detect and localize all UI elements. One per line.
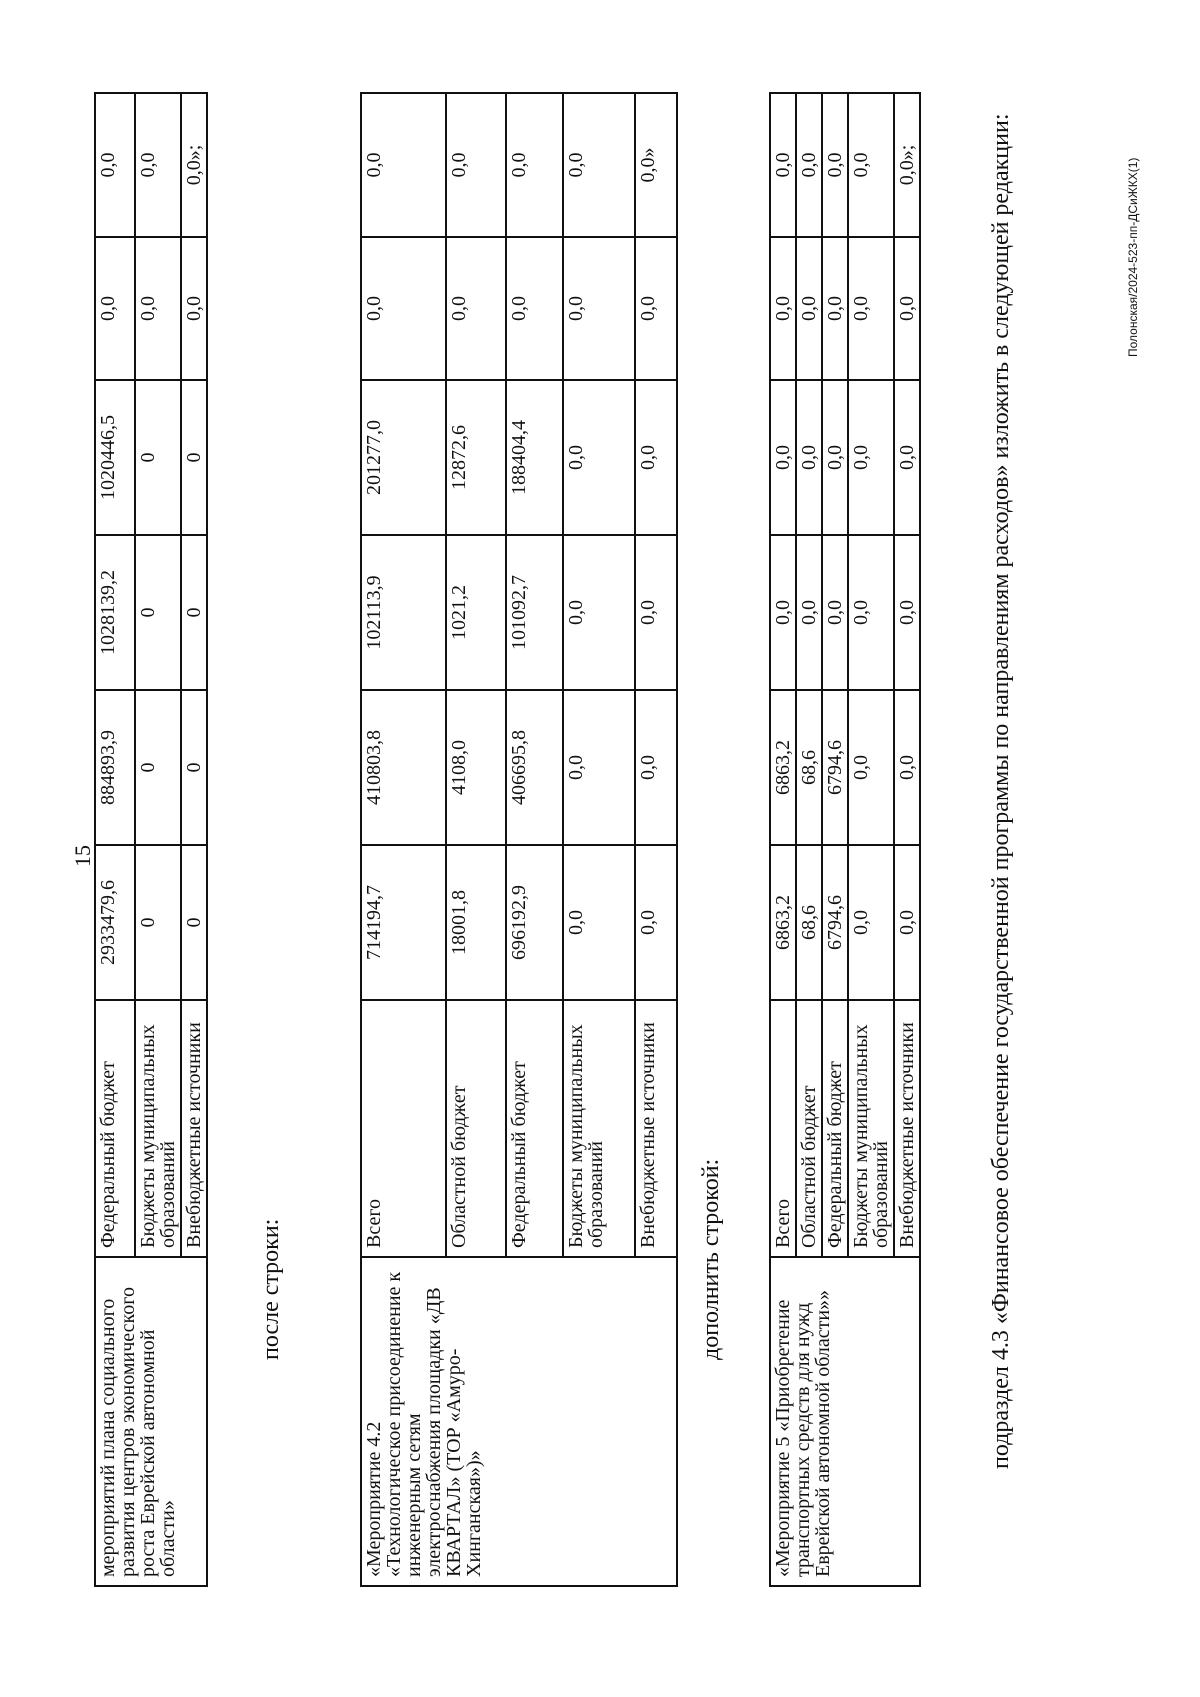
value-cell: 0,0 <box>848 845 894 1000</box>
value-cell: 0,0»; <box>894 93 920 237</box>
value-cell: 0,0 <box>563 690 635 845</box>
value-cell: 0,0 <box>563 237 635 380</box>
document-stamp: Полонская/2024-523-пп-ДСиЖКХ(1) <box>1126 157 1140 357</box>
table-2 <box>360 92 678 1587</box>
table-row <box>95 93 135 1586</box>
value-cell: 0,0 <box>181 237 207 380</box>
value-cell: 101092,7 <box>506 535 563 690</box>
value-cell: 0,0 <box>563 535 635 690</box>
value-cell: 0 <box>181 380 207 535</box>
value-cell: 0,0 <box>135 237 181 380</box>
table-3 <box>769 92 921 1587</box>
source-cell: Областной бюджет <box>446 1000 506 1257</box>
source-cell: Бюджеты муниципальных образований <box>848 1000 894 1257</box>
value-cell: 201277,0 <box>361 380 446 535</box>
value-cell: 0 <box>135 535 181 690</box>
value-cell: 410803,8 <box>361 690 446 845</box>
value-cell: 0,0 <box>635 380 677 535</box>
value-cell: 4108,0 <box>446 690 506 845</box>
table-1 <box>94 92 208 1587</box>
value-cell: 12872,6 <box>446 380 506 535</box>
measure-title: «Мероприятие 5 «Приобретение транспортных средств для нужд Еврейской автономной области»» <box>770 1257 920 1586</box>
value-cell: 0,0 <box>563 845 635 1000</box>
value-cell: 1021,2 <box>446 535 506 690</box>
value-cell: 6863,2 <box>770 845 796 1000</box>
value-cell: 0,0 <box>635 690 677 845</box>
value-cell: 0,0 <box>822 237 848 380</box>
value-cell: 6863,2 <box>770 690 796 845</box>
value-cell: 0,0 <box>894 690 920 845</box>
value-cell: 1028139,2 <box>95 535 135 690</box>
value-cell: 0,0 <box>770 380 796 535</box>
value-cell: 68,6 <box>796 690 822 845</box>
value-cell: 0,0 <box>770 93 796 237</box>
value-cell: 0,0»; <box>181 93 207 237</box>
value-cell: 0,0 <box>848 93 894 237</box>
value-cell: 0,0 <box>796 535 822 690</box>
source-cell: Областной бюджет <box>796 1000 822 1257</box>
value-cell: 0 <box>181 690 207 845</box>
value-cell: 0,0 <box>770 535 796 690</box>
value-cell: 6794,6 <box>822 690 848 845</box>
source-cell: Внебюджетные источники <box>635 1000 677 1257</box>
value-cell: 0,0 <box>822 93 848 237</box>
value-cell: 884893,9 <box>95 690 135 845</box>
source-cell: Всего <box>770 1000 796 1257</box>
value-cell: 0,0 <box>822 535 848 690</box>
source-cell: Федеральный бюджет <box>506 1000 563 1257</box>
value-cell: 0,0 <box>506 237 563 380</box>
value-cell: 406695,8 <box>506 690 563 845</box>
table-row <box>361 93 446 1586</box>
label-add: дополнить строкой: <box>698 1158 724 1360</box>
measure-title: «Мероприятие 4.2 «Технологическое присоединение к инженерным сетям электроснабжения площадки «ДВ КВАРТАЛ» (ТОР «Амуро-Хинганская»)» <box>361 1257 677 1586</box>
value-cell: 0,0 <box>635 845 677 1000</box>
value-cell: 0 <box>181 535 207 690</box>
source-cell: Всего <box>361 1000 446 1257</box>
value-cell: 0,0 <box>635 535 677 690</box>
source-cell: Внебюджетные источники <box>894 1000 920 1257</box>
value-cell: 0,0 <box>770 237 796 380</box>
value-cell: 0,0 <box>822 380 848 535</box>
value-cell: 0,0 <box>848 380 894 535</box>
value-cell: 102113,9 <box>361 535 446 690</box>
value-cell: 0,0 <box>135 93 181 237</box>
value-cell: 188404,4 <box>506 380 563 535</box>
value-cell: 0,0 <box>95 93 135 237</box>
value-cell: 1020446,5 <box>95 380 135 535</box>
source-cell: Внебюджетные источники <box>181 1000 207 1257</box>
value-cell: 0,0 <box>894 380 920 535</box>
value-cell: 0,0 <box>563 380 635 535</box>
value-cell: 0 <box>135 845 181 1000</box>
value-cell: 0,0 <box>446 237 506 380</box>
source-cell: Бюджеты муниципальных образований <box>135 1000 181 1257</box>
value-cell: 0,0 <box>635 237 677 380</box>
source-cell: Федеральный бюджет <box>822 1000 848 1257</box>
value-cell: 0,0 <box>361 93 446 237</box>
value-cell: 0 <box>135 380 181 535</box>
value-cell: 0,0 <box>894 237 920 380</box>
value-cell: 0,0 <box>95 237 135 380</box>
value-cell: 0 <box>135 690 181 845</box>
source-cell: Федеральный бюджет <box>95 1000 135 1257</box>
value-cell: 0,0 <box>848 237 894 380</box>
value-cell: 714194,7 <box>361 845 446 1000</box>
value-cell: 0 <box>181 845 207 1000</box>
label-after: после строки: <box>258 1218 284 1360</box>
value-cell: 68,6 <box>796 845 822 1000</box>
value-cell: 0,0 <box>361 237 446 380</box>
closing-paragraph: подраздел 4.3 «Финансовое обеспечение государственной программы по направлениям расходов» изложить в следующей редакции: <box>988 113 1014 1469</box>
value-cell: 0,0 <box>563 93 635 237</box>
page-number: 15 <box>70 845 95 867</box>
value-cell: 696192,9 <box>506 845 563 1000</box>
value-cell: 0,0 <box>894 535 920 690</box>
value-cell: 18001,8 <box>446 845 506 1000</box>
value-cell: 0,0 <box>796 380 822 535</box>
value-cell: 0,0 <box>848 690 894 845</box>
value-cell: 0,0 <box>506 93 563 237</box>
value-cell: 6794,6 <box>822 845 848 1000</box>
value-cell: 0,0» <box>635 93 677 237</box>
value-cell: 0,0 <box>848 535 894 690</box>
value-cell: 2933479,6 <box>95 845 135 1000</box>
value-cell: 0,0 <box>796 93 822 237</box>
table-row <box>770 93 796 1586</box>
value-cell: 0,0 <box>796 237 822 380</box>
value-cell: 0,0 <box>894 845 920 1000</box>
value-cell: 0,0 <box>446 93 506 237</box>
source-cell: Бюджеты муниципальных образований <box>563 1000 635 1257</box>
measure-title: мероприятий плана социального развития центров экономического роста Еврейской автономной области» <box>95 1257 207 1586</box>
